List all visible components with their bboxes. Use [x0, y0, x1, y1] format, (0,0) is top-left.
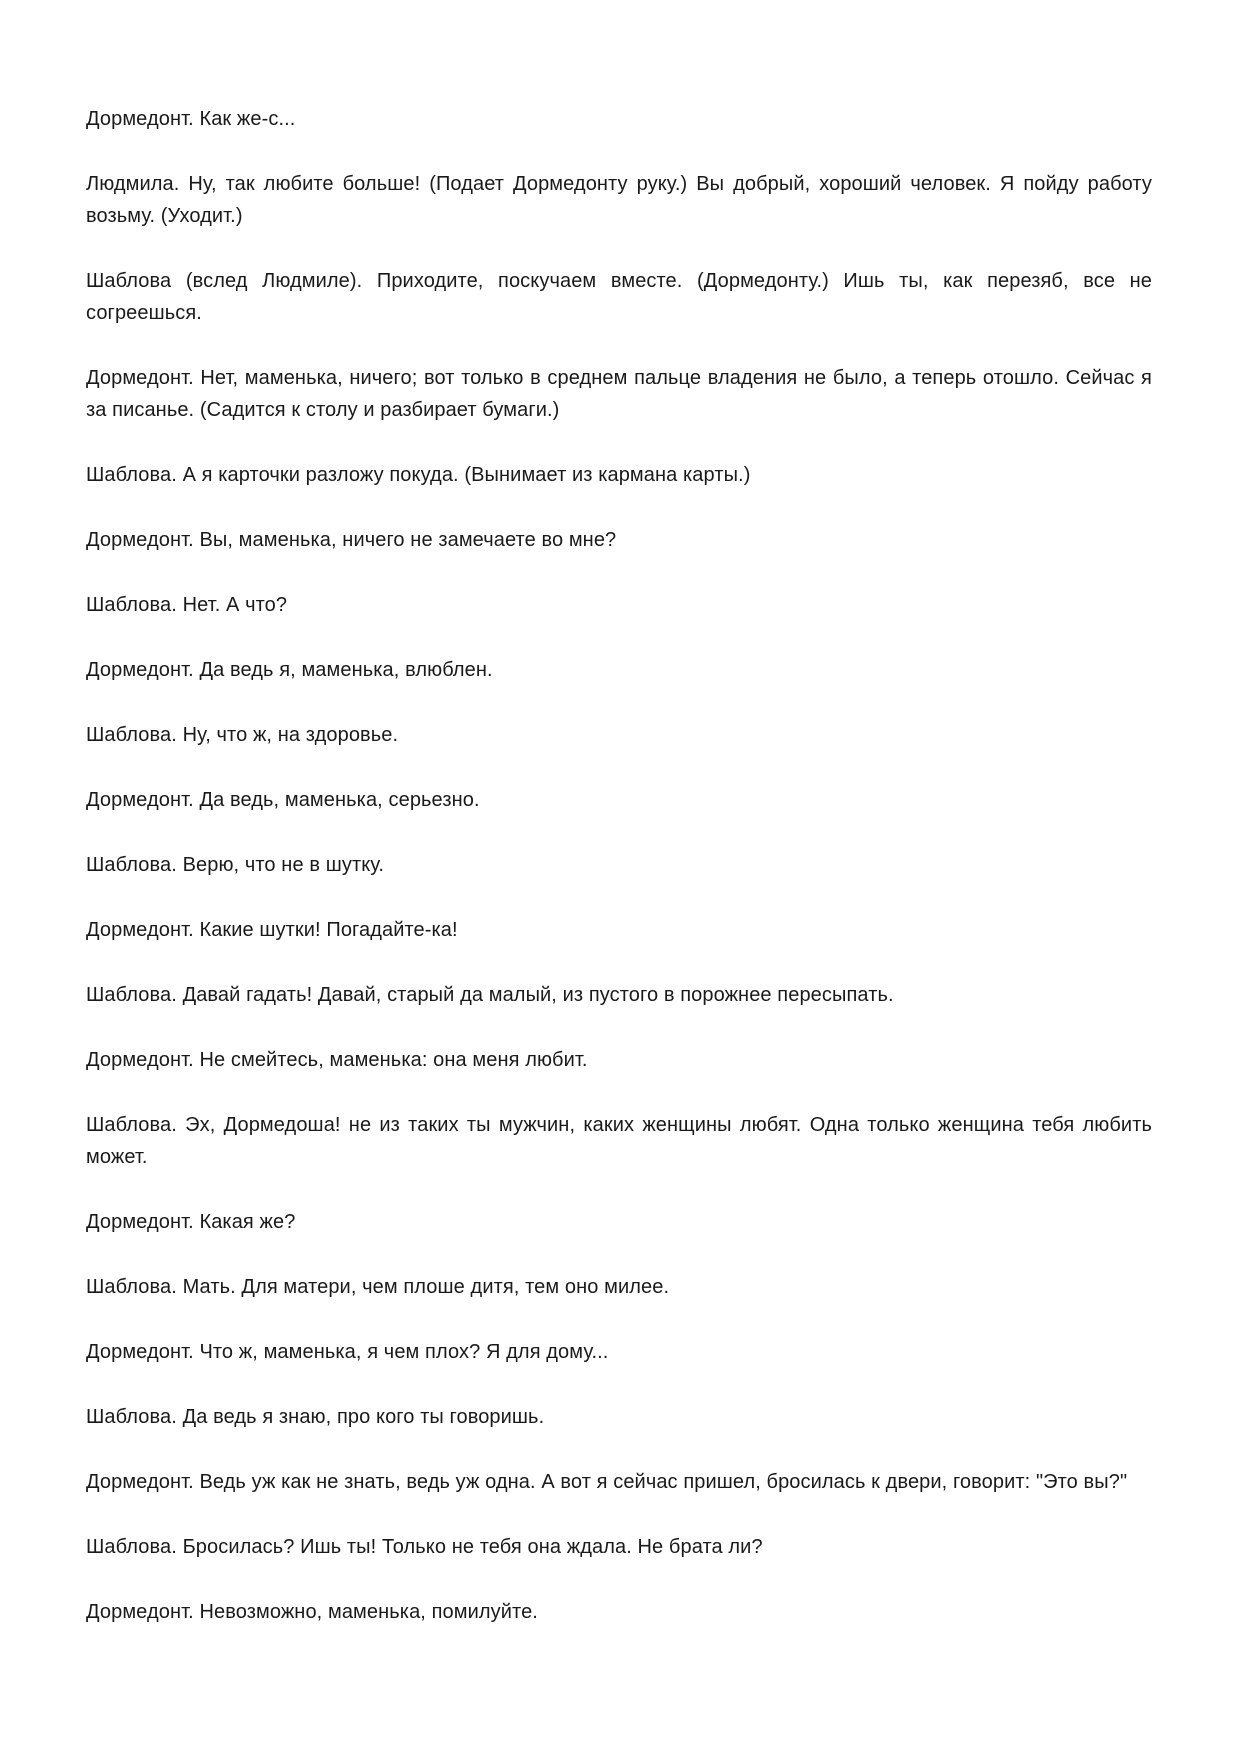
- dialogue-paragraph: Дормедонт. Вы, маменька, ничего не замечаете во мне?: [86, 529, 617, 551]
- dialogue-paragraph: Дормедонт. Что ж, маменька, я чем плох? Я для дому...: [86, 1341, 609, 1363]
- dialogue-paragraph: Дормедонт. Как же-с...: [86, 108, 296, 130]
- dialogue-paragraph: Дормедонт. Да ведь, маменька, серьезно.: [86, 789, 480, 811]
- dialogue-paragraph: Дормедонт. Нет, маменька, ничего; вот только в среднем пальце владения не было, а теперь отошло. Сейчас я за писанье. (Садится к столу и разбирает бумаги.): [86, 367, 1152, 421]
- dialogue-paragraph: Дормедонт. Какая же?: [86, 1211, 296, 1233]
- dialogue-paragraph: Шаблова. Да ведь я знаю, про кого ты говоришь.: [86, 1406, 545, 1428]
- document-page: [86, 103, 1152, 1661]
- dialogue-paragraph: Шаблова (вслед Людмиле). Приходите, поскучаем вместе. (Дормедонту.) Ишь ты, как перезяб, все не согреешься.: [86, 270, 1152, 324]
- dialogue-paragraph: Дормедонт. Не смейтесь, маменька: она меня любит.: [86, 1049, 588, 1071]
- dialogue-paragraph: Шаблова. Нет. А что?: [86, 594, 288, 616]
- dialogue-paragraph: Шаблова. Бросилась? Ишь ты! Только не тебя она ждала. Не брата ли?: [86, 1536, 763, 1558]
- dialogue-paragraph: Шаблова. Ну, что ж, на здоровье.: [86, 724, 399, 746]
- dialogue-paragraph: Шаблова. Давай гадать! Давай, старый да малый, из пустого в порожнее пересыпать.: [86, 984, 894, 1006]
- dialogue-paragraph: Шаблова. Эх, Дормедоша! не из таких ты мужчин, каких женщины любят. Одна только женщина тебя любить может.: [86, 1114, 1152, 1168]
- dialogue-paragraph: Шаблова. Мать. Для матери, чем плоше дитя, тем оно милее.: [86, 1276, 670, 1298]
- dialogue-paragraph: Дормедонт. Какие шутки! Погадайте-ка!: [86, 919, 458, 941]
- dialogue-paragraph: Дормедонт. Да ведь я, маменька, влюблен.: [86, 659, 493, 681]
- dialogue-paragraph: Шаблова. А я карточки разложу покуда. (Вынимает из кармана карты.): [86, 464, 751, 486]
- dialogue-paragraph: Шаблова. Верю, что не в шутку.: [86, 854, 385, 876]
- dialogue-paragraph: Людмила. Ну, так любите больше! (Подает Дормедонту руку.) Вы добрый, хороший человек. Я пойду работу возьму. (Уходит.): [86, 173, 1152, 227]
- dialogue-paragraph: Дормедонт. Невозможно, маменька, помилуйте.: [86, 1601, 538, 1623]
- dialogue-paragraph: Дормедонт. Ведь уж как не знать, ведь уж одна. А вот я сейчас пришел, бросилась к двери, говорит: "Это вы?": [86, 1471, 1128, 1493]
